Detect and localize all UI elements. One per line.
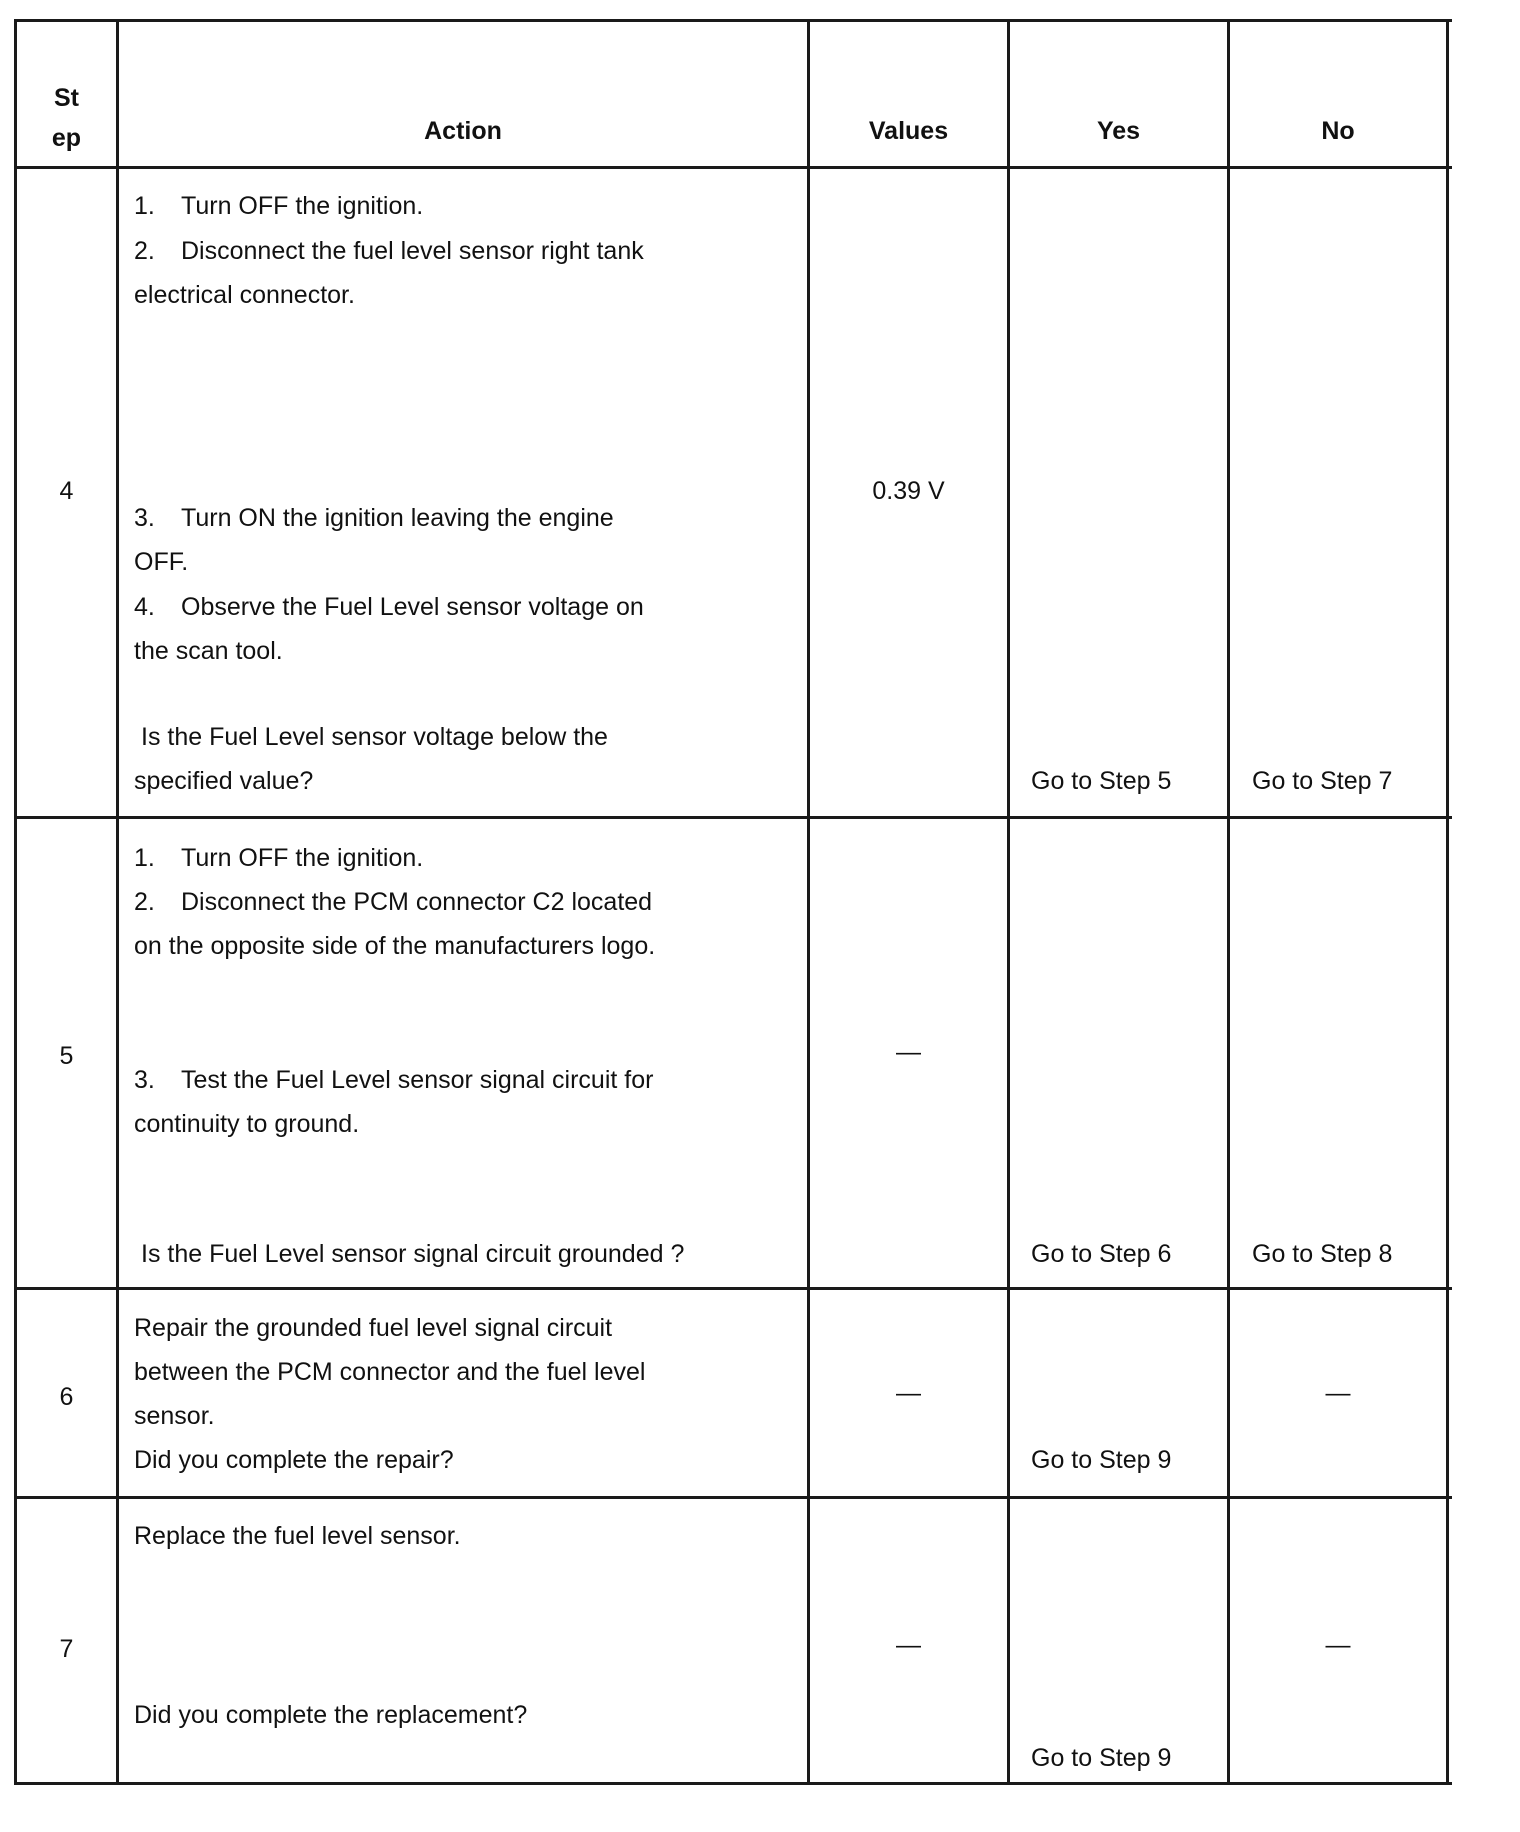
column-divider [1227,19,1230,1785]
action-item-number: 4. [134,593,155,621]
action-item-number: 2. [134,237,155,265]
header-yes: Yes [1096,117,1141,145]
question-line: Is the Fuel Level sensor signal circuit grounded ? [141,1240,685,1268]
yes-cell: Go to Step 5 [1031,767,1172,795]
table-border-right [1446,19,1449,1785]
action-line: between the PCM connector and the fuel level [134,1358,646,1386]
yes-cell: Go to Step 6 [1031,1240,1172,1268]
action-item [134,229,644,273]
step-number: 7 [59,1635,74,1663]
action-item-text: Observe the Fuel Level sensor voltage on [181,593,644,621]
value-cell: — [896,1631,921,1659]
value-cell: — [896,1379,921,1407]
step-number: 5 [59,1042,74,1070]
action-item-text: Turn ON the ignition leaving the engine [181,504,614,532]
action-item-continuation: electrical connector. [134,281,355,309]
yes-cell: Go to Step 9 [1031,1744,1172,1772]
action-item [134,836,423,880]
action-line: sensor. [134,1402,215,1430]
value-cell: 0.39 V [872,477,945,505]
step-number: 4 [59,477,74,505]
action-item-text: Test the Fuel Level sensor signal circuit for [181,1066,654,1094]
action-item [134,1058,653,1102]
action-item-number: 2. [134,888,155,916]
header-step-line1: St [54,84,79,112]
yes-cell: Go to Step 9 [1031,1446,1172,1474]
column-divider [807,19,810,1785]
question-line: Did you complete the repair? [134,1446,454,1474]
question-line: Is the Fuel Level sensor voltage below the [141,723,608,751]
table-border-left [14,19,17,1785]
column-divider [1007,19,1010,1785]
table-border-bottom [14,1782,1452,1785]
action-item-text: Disconnect the PCM connector C2 located [181,888,653,916]
no-cell: Go to Step 8 [1252,1240,1393,1268]
header-values: Values [868,117,949,145]
no-cell: Go to Step 7 [1252,767,1393,795]
action-item-number: 3. [134,504,155,532]
action-item-text: Turn OFF the ignition. [181,192,424,220]
row-divider [14,816,1452,819]
row-divider [14,1496,1452,1499]
action-item-text: Disconnect the fuel level sensor right tank [181,237,644,265]
header-step [17,78,116,158]
no-cell: — [1325,1379,1351,1407]
row-divider [14,1287,1452,1290]
column-divider [116,19,119,1785]
action-item-number: 1. [134,192,155,220]
action-item [134,880,652,924]
action-item-continuation: the scan tool. [134,637,283,665]
step-number: 6 [59,1383,74,1411]
action-item-continuation: on the opposite side of the manufacturers logo. [134,932,656,960]
action-item [134,585,644,629]
header-action: Action [424,117,502,145]
action-item-text: Turn OFF the ignition. [181,844,424,872]
value-cell: — [896,1038,921,1066]
header-step-line2: ep [51,124,82,152]
header-no: No [1321,117,1355,145]
action-item-number: 3. [134,1066,155,1094]
action-line: Replace the fuel level sensor. [134,1522,461,1550]
action-item-number: 1. [134,844,155,872]
action-item [134,496,614,540]
header-divider [14,166,1452,169]
question-line: Did you complete the replacement? [134,1701,528,1729]
table-border-top [14,19,1452,22]
no-cell: — [1325,1631,1351,1659]
action-item-continuation: OFF. [134,548,189,576]
question-line: specified value? [134,767,314,795]
action-item-continuation: continuity to ground. [134,1110,360,1138]
action-line: Repair the grounded fuel level signal circuit [134,1314,613,1342]
action-item [134,184,423,228]
